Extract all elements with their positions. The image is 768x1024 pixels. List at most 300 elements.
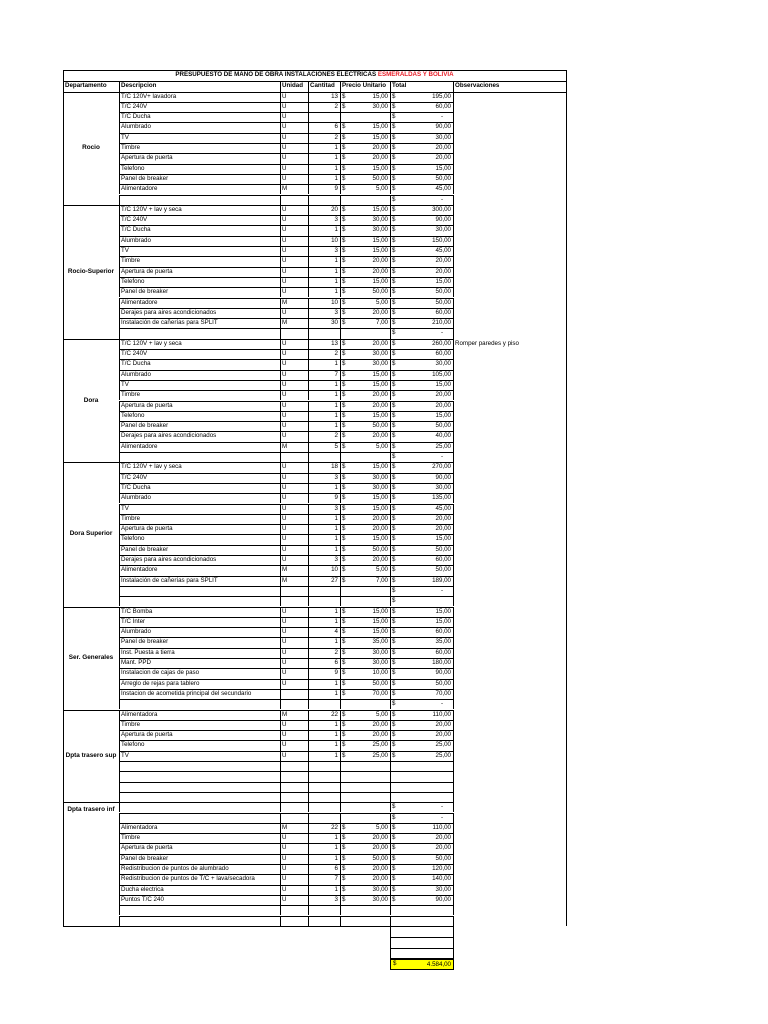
row-price-currency: $ bbox=[342, 494, 346, 502]
row-quantity bbox=[308, 802, 340, 812]
row-unit-price: 5,00 bbox=[375, 185, 388, 193]
grid-line bbox=[453, 493, 454, 503]
row-unit: U bbox=[282, 422, 287, 430]
row-price-currency: $ bbox=[342, 483, 346, 491]
row-unit bbox=[280, 916, 308, 926]
row-price-currency: $ bbox=[342, 236, 346, 244]
row-quantity bbox=[308, 761, 340, 771]
row-unit-price: 20,00 bbox=[372, 514, 388, 522]
grid-line bbox=[63, 81, 567, 82]
row-unit-price bbox=[340, 195, 390, 205]
row-unit: U bbox=[282, 174, 287, 182]
grid-line bbox=[453, 740, 454, 750]
row-description: Timbre bbox=[121, 144, 141, 151]
row-quantity bbox=[308, 112, 340, 122]
row-quantity: 27 bbox=[331, 576, 338, 584]
row-total bbox=[390, 761, 453, 771]
row-price-currency: $ bbox=[342, 823, 346, 831]
title-main: PRESUPUESTO DE MANO DE OBRA INSTALACIONES ELECTRICAS bbox=[175, 71, 377, 78]
row-description: T/C 120V + lav y seca bbox=[121, 205, 182, 213]
row-unit: U bbox=[282, 247, 287, 254]
row-quantity bbox=[308, 195, 340, 205]
row-total: 90,00 bbox=[435, 895, 451, 903]
grid-line bbox=[453, 802, 454, 812]
row-quantity: 1 bbox=[334, 164, 338, 172]
row-unit-price: 20,00 bbox=[372, 308, 388, 316]
grid-line bbox=[453, 483, 454, 493]
row-total: 45,00 bbox=[435, 185, 451, 193]
row-total-currency: $ bbox=[392, 411, 396, 419]
row-description bbox=[119, 328, 280, 338]
row-description: Panel de breaker bbox=[121, 545, 169, 553]
grid-line bbox=[453, 277, 454, 287]
row-unit: U bbox=[282, 514, 287, 522]
row-unit-price: 20,00 bbox=[372, 844, 388, 852]
row-price-currency: $ bbox=[342, 92, 346, 100]
row-quantity: 1 bbox=[334, 277, 338, 285]
row-unit: U bbox=[282, 277, 287, 285]
row-quantity: 1 bbox=[334, 267, 338, 275]
row-total: 30,00 bbox=[435, 885, 451, 893]
grid-line bbox=[453, 390, 454, 400]
row-total: 140,00 bbox=[432, 875, 451, 883]
row-total-currency: $ bbox=[392, 834, 396, 842]
row-price-currency: $ bbox=[342, 545, 346, 553]
grid-line bbox=[453, 534, 454, 544]
row-quantity bbox=[308, 916, 340, 926]
row-price-currency: $ bbox=[342, 247, 346, 254]
grid-line bbox=[453, 442, 454, 452]
row-description: Apertura de puerta bbox=[121, 525, 173, 533]
row-price-currency: $ bbox=[342, 628, 346, 636]
row-description: Alimentadore bbox=[121, 442, 158, 450]
row-unit-price bbox=[340, 802, 390, 812]
row-price-currency: $ bbox=[342, 432, 346, 440]
row-unit: M bbox=[282, 710, 288, 718]
row-description bbox=[119, 905, 280, 915]
grid-line bbox=[453, 112, 454, 122]
department-label: Dora bbox=[83, 396, 99, 404]
row-total-currency: $ bbox=[392, 422, 396, 430]
row-unit: U bbox=[282, 895, 287, 903]
row-total: 90,00 bbox=[435, 216, 451, 224]
row-description: T/C 120V+ lavadora bbox=[121, 92, 177, 100]
row-quantity: 6 bbox=[334, 659, 338, 666]
row-price-currency: $ bbox=[342, 205, 346, 213]
row-unit: U bbox=[282, 525, 287, 533]
grid-line bbox=[453, 607, 454, 617]
row-unit-price: 20,00 bbox=[372, 720, 388, 728]
row-quantity: 6 bbox=[334, 123, 338, 131]
row-unit-price bbox=[340, 586, 390, 596]
row-description: Instalación de cañerías para SPLIT bbox=[121, 576, 218, 584]
row-unit: U bbox=[282, 391, 287, 399]
row-total: 20,00 bbox=[435, 731, 451, 739]
row-total-currency: $ bbox=[392, 226, 396, 234]
row-price-currency: $ bbox=[342, 102, 346, 110]
row-description: T/C 240V bbox=[121, 473, 148, 481]
row-unit-price: 20,00 bbox=[372, 391, 388, 399]
title-highlight: ESMERALDAS Y BOLIVIA bbox=[377, 71, 454, 78]
row-total: 15,00 bbox=[435, 617, 451, 625]
row-price-currency: $ bbox=[342, 216, 346, 224]
row-description: Timbre bbox=[121, 391, 141, 399]
row-quantity: 1 bbox=[334, 545, 338, 553]
row-unit-price: 30,00 bbox=[372, 895, 388, 903]
row-unit bbox=[280, 905, 308, 915]
row-quantity bbox=[308, 905, 340, 915]
row-price-currency: $ bbox=[342, 401, 346, 409]
row-description: Instalacion de cajas de paso bbox=[121, 669, 200, 677]
grid-line bbox=[453, 627, 454, 637]
grid-line bbox=[453, 730, 454, 740]
grid-line bbox=[453, 751, 454, 761]
row-description bbox=[119, 699, 280, 709]
row-total: 90,00 bbox=[435, 669, 451, 677]
row-quantity: 1 bbox=[334, 885, 338, 893]
row-quantity: 1 bbox=[334, 854, 338, 862]
row-total-currency: $ bbox=[392, 607, 396, 615]
row-total: 15,00 bbox=[435, 164, 451, 172]
grid-line bbox=[453, 431, 454, 441]
row-unit-price: 30,00 bbox=[372, 473, 388, 481]
row-total: 15,00 bbox=[435, 411, 451, 419]
row-quantity: 4 bbox=[334, 628, 338, 636]
grid-line bbox=[453, 205, 454, 215]
grid-line bbox=[453, 813, 454, 823]
row-total-currency: $ bbox=[392, 123, 396, 131]
row-unit: U bbox=[282, 659, 287, 666]
row-price-currency: $ bbox=[342, 298, 346, 306]
row-description: T/C Ducha bbox=[121, 483, 151, 491]
row-description: T/C 120V + lav y seca bbox=[121, 339, 182, 347]
row-total-currency: $ bbox=[392, 92, 396, 100]
grid-line bbox=[390, 937, 454, 938]
row-price-currency: $ bbox=[342, 319, 346, 327]
row-unit-price: 30,00 bbox=[372, 659, 388, 666]
row-price-currency: $ bbox=[342, 226, 346, 234]
row-total-currency: $ bbox=[392, 205, 396, 213]
row-unit-price: 50,00 bbox=[372, 174, 388, 182]
row-description: T/C Ducha bbox=[121, 360, 151, 368]
row-total: 35,00 bbox=[435, 638, 451, 646]
row-description: TV bbox=[121, 504, 129, 512]
row-quantity: 7 bbox=[334, 875, 338, 883]
row-unit: U bbox=[282, 628, 287, 636]
row-description: Panel de breaker bbox=[121, 288, 169, 296]
row-quantity: 22 bbox=[331, 823, 338, 831]
row-unit-price: 5,00 bbox=[375, 823, 388, 831]
row-unit-price: 15,00 bbox=[372, 380, 388, 388]
row-unit bbox=[280, 802, 308, 812]
row-total-currency: $ bbox=[392, 638, 396, 646]
row-observation: Romper paredes y piso bbox=[455, 339, 519, 347]
grid-line bbox=[453, 267, 454, 277]
row-unit-price: 20,00 bbox=[372, 865, 388, 872]
row-total-currency: $ bbox=[392, 463, 396, 471]
row-unit: U bbox=[282, 432, 287, 440]
row-price-currency: $ bbox=[342, 339, 346, 347]
row-total: 300,00 bbox=[432, 205, 451, 213]
sheet-title bbox=[63, 70, 566, 81]
row-unit-price: 15,00 bbox=[372, 535, 388, 543]
grid-line bbox=[453, 617, 454, 627]
row-quantity: 1 bbox=[334, 751, 338, 759]
row-total-currency: $ bbox=[392, 669, 396, 677]
row-quantity bbox=[308, 452, 340, 462]
row-description: T/C Ducha bbox=[121, 226, 151, 234]
row-total-currency: $ bbox=[392, 803, 396, 811]
row-unit-price: 30,00 bbox=[372, 216, 388, 224]
grid-line bbox=[453, 720, 454, 730]
row-unit: U bbox=[282, 669, 287, 677]
row-unit: U bbox=[282, 844, 287, 852]
row-unit-price: 30,00 bbox=[372, 226, 388, 234]
row-total: 180,00 bbox=[432, 659, 451, 666]
grid-line bbox=[390, 937, 391, 948]
grid-line bbox=[308, 81, 309, 92]
row-unit-price: 35,00 bbox=[372, 638, 388, 646]
grid-line bbox=[453, 421, 454, 431]
row-unit-price: 10,00 bbox=[372, 669, 388, 677]
row-price-currency: $ bbox=[342, 144, 346, 151]
row-price-currency: $ bbox=[342, 885, 346, 893]
row-unit: U bbox=[282, 463, 287, 471]
row-total-currency: $ bbox=[392, 679, 396, 687]
row-total: 20,00 bbox=[435, 844, 451, 852]
row-unit-price: 5,00 bbox=[375, 298, 388, 306]
row-total: 15,00 bbox=[435, 607, 451, 615]
grid-line bbox=[453, 679, 454, 689]
row-total: 60,00 bbox=[435, 628, 451, 636]
row-unit: U bbox=[282, 617, 287, 625]
row-description: TV bbox=[121, 751, 129, 759]
row-total: 15,00 bbox=[435, 380, 451, 388]
row-description: Redistribucion de puntos de T/C + lava/secadora bbox=[121, 875, 255, 883]
row-quantity: 1 bbox=[334, 689, 338, 697]
row-unit-price: 70,00 bbox=[372, 689, 388, 697]
row-unit-price: 20,00 bbox=[372, 432, 388, 440]
row-unit: U bbox=[282, 257, 287, 265]
department-label: Dpta trasero inf bbox=[67, 806, 115, 814]
row-price-currency: $ bbox=[342, 854, 346, 862]
row-unit-price: 15,00 bbox=[372, 247, 388, 254]
row-total: 60,00 bbox=[435, 556, 451, 563]
row-total bbox=[390, 916, 453, 926]
row-total: 105,00 bbox=[432, 370, 451, 378]
department-label: Rocio bbox=[82, 144, 100, 152]
row-total bbox=[390, 596, 453, 606]
row-total bbox=[390, 905, 453, 915]
row-total-currency: $ bbox=[392, 700, 396, 708]
row-unit-price: 7,00 bbox=[375, 319, 388, 327]
row-unit-price: 7,00 bbox=[375, 576, 388, 584]
row-total: 60,00 bbox=[435, 350, 451, 357]
department-label: Rocio-Superior bbox=[67, 267, 115, 275]
grid-line bbox=[453, 514, 454, 524]
row-unit: U bbox=[282, 205, 287, 213]
row-unit bbox=[280, 195, 308, 205]
row-price-currency: $ bbox=[342, 473, 346, 481]
row-price-currency: $ bbox=[342, 164, 346, 172]
row-unit: U bbox=[282, 380, 287, 388]
row-quantity bbox=[308, 782, 340, 792]
grid-line bbox=[390, 81, 391, 92]
row-total: 90,00 bbox=[435, 473, 451, 481]
row-total-currency: $ bbox=[392, 751, 396, 759]
grid-line bbox=[453, 195, 454, 205]
row-unit: U bbox=[282, 164, 287, 172]
row-total: 50,00 bbox=[435, 422, 451, 430]
row-total-currency: $ bbox=[392, 556, 396, 563]
row-total: - bbox=[440, 586, 443, 594]
row-unit-price: 20,00 bbox=[372, 144, 388, 151]
grid-line bbox=[63, 70, 567, 71]
row-unit-price: 15,00 bbox=[372, 617, 388, 625]
row-description bbox=[119, 916, 280, 926]
row-total-currency: $ bbox=[392, 535, 396, 543]
row-unit: U bbox=[282, 834, 287, 842]
row-unit: U bbox=[282, 133, 287, 141]
row-price-currency: $ bbox=[342, 751, 346, 759]
row-total: 90,00 bbox=[435, 123, 451, 131]
row-unit: M bbox=[282, 442, 288, 450]
grid-line bbox=[453, 699, 454, 709]
row-description: Telefono bbox=[121, 411, 145, 419]
row-quantity: 1 bbox=[334, 514, 338, 522]
row-total-currency: $ bbox=[392, 380, 396, 388]
row-unit-price: 50,00 bbox=[372, 288, 388, 296]
row-unit: U bbox=[282, 679, 287, 687]
row-total: 120,00 bbox=[432, 865, 451, 872]
grid-line bbox=[453, 462, 454, 472]
row-quantity: 20 bbox=[331, 205, 338, 213]
row-unit: U bbox=[282, 741, 287, 749]
row-quantity: 30 bbox=[331, 319, 338, 327]
row-price-currency: $ bbox=[342, 689, 346, 697]
row-total-currency: $ bbox=[392, 453, 396, 460]
row-total-currency: $ bbox=[392, 844, 396, 852]
grid-line bbox=[453, 948, 454, 958]
grand-total: 4.584,00 bbox=[390, 959, 454, 970]
row-quantity: 1 bbox=[334, 174, 338, 182]
row-total: - bbox=[440, 813, 443, 821]
row-price-currency: $ bbox=[342, 607, 346, 615]
row-quantity: 1 bbox=[334, 844, 338, 852]
row-unit-price: 15,00 bbox=[372, 277, 388, 285]
row-description: Timbre bbox=[121, 257, 141, 265]
row-unit-price: 50,00 bbox=[372, 854, 388, 862]
row-quantity: 2 bbox=[334, 133, 338, 141]
row-total: 20,00 bbox=[435, 720, 451, 728]
row-total-currency: $ bbox=[392, 576, 396, 584]
row-description: Apertura de puerta bbox=[121, 731, 173, 739]
row-unit-price bbox=[340, 112, 390, 122]
row-total: 210,00 bbox=[432, 319, 451, 327]
row-unit-price: 50,00 bbox=[372, 422, 388, 430]
row-total: 30,00 bbox=[435, 360, 451, 368]
row-total-currency: $ bbox=[392, 401, 396, 409]
row-total-currency: $ bbox=[392, 329, 396, 337]
row-description: Derajes para aires acondicionados bbox=[121, 556, 217, 563]
row-total: 20,00 bbox=[435, 154, 451, 162]
row-total-currency: $ bbox=[392, 432, 396, 440]
row-description: Instalación de cañerías para SPLIT bbox=[121, 319, 218, 327]
grid-line bbox=[63, 339, 120, 340]
row-description: Mant. PPD bbox=[121, 659, 151, 666]
row-unit-price: 30,00 bbox=[372, 350, 388, 357]
row-unit bbox=[280, 328, 308, 338]
row-quantity: 3 bbox=[334, 473, 338, 481]
row-total-currency: $ bbox=[392, 597, 396, 605]
row-total: - bbox=[440, 700, 443, 708]
row-total-currency: $ bbox=[392, 823, 396, 831]
row-unit-price: 15,00 bbox=[372, 123, 388, 131]
row-unit: U bbox=[282, 123, 287, 131]
row-total: - bbox=[440, 803, 443, 811]
row-quantity bbox=[308, 792, 340, 802]
row-unit: U bbox=[282, 339, 287, 347]
row-unit: U bbox=[282, 92, 287, 100]
row-quantity: 2 bbox=[334, 350, 338, 357]
row-quantity: 13 bbox=[331, 339, 338, 347]
row-total-currency: $ bbox=[392, 875, 396, 883]
row-unit-price bbox=[340, 328, 390, 338]
row-price-currency: $ bbox=[342, 308, 346, 316]
grid-line bbox=[390, 948, 391, 958]
row-quantity: 1 bbox=[334, 391, 338, 399]
row-price-currency: $ bbox=[342, 133, 346, 141]
grid-line bbox=[453, 401, 454, 411]
row-total: 20,00 bbox=[435, 391, 451, 399]
row-description: Arreglo de rejas para tablero bbox=[121, 679, 200, 687]
grid-line bbox=[453, 689, 454, 699]
row-unit bbox=[280, 771, 308, 781]
row-quantity: 1 bbox=[334, 834, 338, 842]
row-total-currency: $ bbox=[392, 174, 396, 182]
grid-line bbox=[340, 81, 341, 92]
row-price-currency: $ bbox=[342, 267, 346, 275]
row-quantity: 1 bbox=[334, 720, 338, 728]
grid-line bbox=[453, 236, 454, 246]
row-unit-price: 25,00 bbox=[372, 751, 388, 759]
grid-line bbox=[453, 586, 454, 596]
row-unit-price bbox=[340, 771, 390, 781]
row-unit-price: 15,00 bbox=[372, 494, 388, 502]
grid-line bbox=[119, 926, 454, 927]
row-unit-price: 50,00 bbox=[372, 679, 388, 687]
grid-line bbox=[453, 596, 454, 606]
row-total-currency: $ bbox=[392, 288, 396, 296]
row-price-currency: $ bbox=[342, 360, 346, 368]
row-unit-price: 20,00 bbox=[372, 875, 388, 883]
grid-line bbox=[453, 473, 454, 483]
row-description: T/C Ducha bbox=[121, 113, 151, 121]
row-description: Telefono bbox=[121, 277, 145, 285]
row-total-currency: $ bbox=[392, 710, 396, 718]
row-total: 110,00 bbox=[432, 710, 451, 718]
row-total: 25,00 bbox=[435, 442, 451, 450]
row-price-currency: $ bbox=[342, 895, 346, 903]
row-price-currency: $ bbox=[342, 741, 346, 749]
grid-line bbox=[453, 792, 454, 802]
row-total: 45,00 bbox=[435, 504, 451, 512]
row-price-currency: $ bbox=[342, 556, 346, 563]
grid-line bbox=[453, 452, 454, 462]
grid-line bbox=[63, 205, 120, 206]
row-total: 260,00 bbox=[432, 339, 451, 347]
row-unit: M bbox=[282, 185, 288, 193]
